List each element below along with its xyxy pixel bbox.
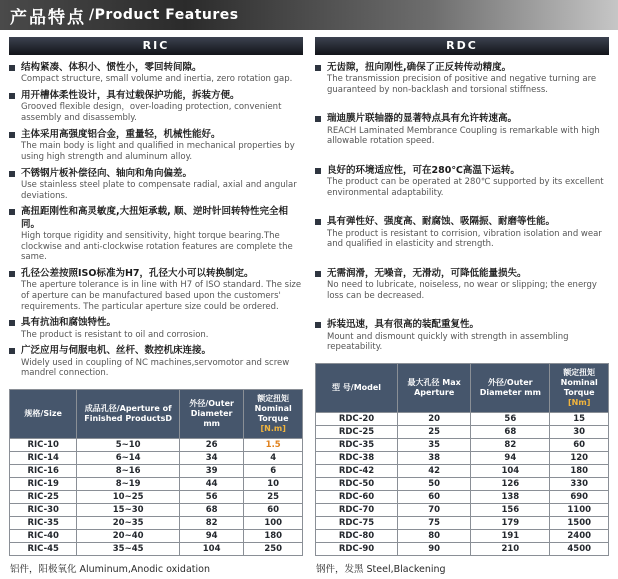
table-cell: 94 [471, 452, 550, 465]
feature-text-en: REACH Laminated Membrance Coupling is remarkable with high allowable rotation speed. [327, 125, 600, 147]
table-cell: RIC-45 [10, 543, 77, 556]
rdc-section-header: RDC [315, 37, 609, 55]
feature-text-en: The main body is light and qualified in mechanical properties by using high strength and aluminum alloy. [21, 141, 295, 162]
table-cell: 156 [471, 504, 550, 517]
bullet-square-icon [9, 93, 15, 99]
table-cell: 20 [398, 413, 471, 426]
feature-text [21, 268, 303, 312]
table-cell: 690 [550, 491, 609, 504]
table-cell: 8~16 [77, 465, 180, 478]
column-header-unit: [Nm] [568, 398, 591, 407]
table-cell: RIC-35 [10, 517, 77, 530]
rdc-table-row [316, 530, 609, 543]
table-cell: 5~10 [77, 439, 180, 452]
table-cell: 250 [244, 543, 303, 556]
feature-text-en: The product is resistant to oil and corrosion. [21, 329, 209, 340]
ric-section [9, 37, 303, 575]
bullet-square-icon [9, 271, 15, 277]
column-header-label: 型 号/Model [331, 383, 382, 392]
table-cell: 26 [179, 439, 243, 452]
column-header-label: 外径/Outer Diameter mm [189, 399, 234, 428]
table-cell: RDC-70 [316, 504, 398, 517]
table-cell: 120 [550, 452, 609, 465]
page-title-cn: 产品特点 [10, 7, 86, 28]
rdc-feature-item [315, 113, 609, 147]
feature-text-cn: 具有弹性好、强度高、耐腐蚀、吸隔振、耐磨等性能。 [327, 216, 556, 228]
rdc-feature-item [315, 62, 609, 96]
rdc-table-row [316, 504, 609, 517]
rdc-spec-table [315, 363, 609, 556]
column-header-label: 额定扭矩 Nominal Torque [254, 394, 292, 423]
feature-text [21, 168, 303, 202]
ric-table-row [10, 491, 303, 504]
table-cell: 20~35 [77, 517, 180, 530]
column-header-label: 额定扭矩 Nominal Torque [560, 368, 598, 397]
table-cell: RIC-40 [10, 530, 77, 543]
table-cell: 1500 [550, 517, 609, 530]
rdc-table-row [316, 439, 609, 452]
table-cell: RIC-30 [10, 504, 77, 517]
ric-table-row [10, 465, 303, 478]
table-cell: 8~19 [77, 478, 180, 491]
page-title-en: /Product Features [89, 7, 239, 23]
ric-table-body [10, 439, 303, 556]
ric-table-row [10, 504, 303, 517]
ric-section-header: RIC [9, 37, 303, 55]
ric-feature-item [9, 268, 303, 312]
rdc-table-row [316, 426, 609, 439]
table-cell: 56 [179, 491, 243, 504]
feature-text-cn: 孔径公差按照ISO标准为H7，孔径大小可以转换制定。 [21, 267, 254, 279]
table-cell: 1.5 [244, 439, 303, 452]
ric-feature-item [9, 206, 303, 263]
feature-text-cn: 瑞迪膜片联轴器的显著特点具有允许转速高。 [327, 113, 518, 125]
table-cell: RIC-16 [10, 465, 77, 478]
ric-feature-item [9, 317, 303, 340]
table-cell: RDC-90 [316, 543, 398, 556]
table-cell: 15 [550, 413, 609, 426]
feature-text [21, 129, 303, 163]
ric-spec-table [9, 389, 303, 556]
bullet-square-icon [9, 320, 15, 326]
ric-column-header [77, 390, 180, 439]
table-cell: 82 [471, 439, 550, 452]
bullet-square-icon [315, 219, 321, 225]
table-cell: RDC-35 [316, 439, 398, 452]
table-cell: RDC-80 [316, 530, 398, 543]
bullet-square-icon [315, 65, 321, 71]
feature-text [327, 216, 609, 250]
table-cell: 82 [179, 517, 243, 530]
ric-table-row [10, 517, 303, 530]
table-cell: 60 [550, 439, 609, 452]
column-header-unit: [N.m] [260, 424, 286, 433]
table-cell: 15~30 [77, 504, 180, 517]
table-cell: 180 [550, 465, 609, 478]
table-cell: 35~45 [77, 543, 180, 556]
feature-text-en: Mount and dismount quickly with strength in assembling repeatability. [327, 331, 569, 353]
ric-table-row [10, 439, 303, 452]
table-cell: 180 [244, 530, 303, 543]
table-cell: 4 [244, 452, 303, 465]
table-cell: RDC-75 [316, 517, 398, 530]
table-cell: 75 [398, 517, 471, 530]
table-cell: 68 [179, 504, 243, 517]
ric-table-row [10, 530, 303, 543]
table-cell: 70 [398, 504, 471, 517]
rdc-table-row [316, 491, 609, 504]
feature-text-en: Use stainless steel plate to compensate radial, axial and angular deviations. [21, 179, 297, 201]
table-cell: 210 [471, 543, 550, 556]
bullet-square-icon [315, 116, 321, 122]
rdc-column-header [316, 364, 398, 413]
feature-text-en: No need to lubricate, noiseless, no wear or slipping; the energy loss can be decreased. [327, 280, 597, 301]
table-cell: 38 [398, 452, 471, 465]
rdc-section [315, 37, 609, 575]
rdc-table-row [316, 413, 609, 426]
rdc-column-header [550, 364, 609, 413]
table-cell: 2400 [550, 530, 609, 543]
table-cell: 42 [398, 465, 471, 478]
feature-text [21, 62, 292, 85]
ric-feature-item [9, 345, 303, 379]
feature-text [327, 113, 609, 147]
rdc-feature-item [315, 319, 609, 353]
table-cell: 191 [471, 530, 550, 543]
table-cell: RDC-60 [316, 491, 398, 504]
table-cell: 4500 [550, 543, 609, 556]
table-cell: 90 [398, 543, 471, 556]
ric-feature-item [9, 90, 303, 124]
bullet-square-icon [315, 168, 321, 174]
table-cell: 6~14 [77, 452, 180, 465]
feature-text-cn: 主体采用高强度铝合金，重量轻，机械性能好。 [21, 128, 221, 140]
table-cell: 60 [244, 504, 303, 517]
feature-text [327, 62, 609, 96]
table-cell: 56 [471, 413, 550, 426]
table-cell: 68 [471, 426, 550, 439]
table-cell: 10~25 [77, 491, 180, 504]
table-cell: 100 [244, 517, 303, 530]
table-cell: 126 [471, 478, 550, 491]
feature-text [21, 317, 208, 340]
feature-text [327, 319, 609, 353]
table-cell: 179 [471, 517, 550, 530]
feature-text-cn: 无需润滑，无噪音，无滑动，可降低能量损失。 [327, 267, 527, 279]
feature-text-cn: 拆装迅速，具有很高的装配重复性。 [327, 319, 480, 331]
rdc-material-footnote: 钢件，发黑 Steel,Blackening [316, 564, 446, 575]
rdc-table-row [316, 452, 609, 465]
ric-column-header [179, 390, 243, 439]
rdc-table-header-row [316, 364, 609, 413]
column-header-label: 最大孔径 Max Aperture [407, 378, 461, 397]
table-cell: 60 [398, 491, 471, 504]
table-cell: RIC-14 [10, 452, 77, 465]
ric-feature-item [9, 168, 303, 202]
feature-text [21, 90, 303, 124]
feature-text-en: Compact structure, small volume and inertia, zero rotation gap. [21, 74, 293, 85]
two-column-layout [0, 30, 618, 579]
rdc-feature-list [315, 62, 609, 363]
rdc-table-row [316, 517, 609, 530]
table-cell: 6 [244, 465, 303, 478]
rdc-column-header [471, 364, 550, 413]
table-cell: RIC-19 [10, 478, 77, 491]
rdc-table-row [316, 543, 609, 556]
feature-text-en: The transmission precision of positive and negative turning are guaranteed by non-backlash and torsional stiffness. [327, 74, 597, 95]
table-cell: 104 [179, 543, 243, 556]
table-cell: RIC-25 [10, 491, 77, 504]
feature-text-en: Grooved flexible design，over-loading protection, convenient assembly and disassembly. [21, 102, 282, 124]
feature-text-cn: 不锈钢片板补偿径向、轴向和角向偏差。 [21, 167, 193, 179]
ric-feature-item [9, 129, 303, 163]
table-cell: 330 [550, 478, 609, 491]
ric-table-row [10, 543, 303, 556]
bullet-square-icon [9, 65, 15, 71]
table-cell: 35 [398, 439, 471, 452]
table-cell: 25 [398, 426, 471, 439]
bullet-square-icon [315, 271, 321, 277]
bullet-square-icon [9, 209, 15, 215]
feature-text-cn: 具有抗油和腐蚀特性。 [21, 317, 117, 329]
table-cell: 104 [471, 465, 550, 478]
feature-text-cn: 结构紧凑、体积小、惯性小，零回转间隙。 [21, 62, 202, 73]
rdc-feature-item [315, 268, 609, 302]
feature-text-en: The product can be operated at 280℃ supported by its excellent environmental adaptability. [327, 177, 604, 198]
table-cell: 34 [179, 452, 243, 465]
ric-column-header [244, 390, 303, 439]
table-cell: 39 [179, 465, 243, 478]
ric-table-header-row [10, 390, 303, 439]
table-cell: 50 [398, 478, 471, 491]
table-cell: 44 [179, 478, 243, 491]
table-cell: RDC-42 [316, 465, 398, 478]
feature-text-cn: 用开槽体柔性设计，具有过载保护功能，拆装方便。 [21, 90, 240, 102]
table-cell: RDC-50 [316, 478, 398, 491]
feature-text [327, 165, 609, 199]
table-cell: 10 [244, 478, 303, 491]
bullet-square-icon [9, 348, 15, 354]
column-header-label: 规格/Size [24, 409, 62, 418]
table-cell: 25 [244, 491, 303, 504]
table-cell: RDC-38 [316, 452, 398, 465]
bullet-square-icon [9, 171, 15, 177]
table-cell: 1100 [550, 504, 609, 517]
column-header-label: 成品孔径/Aperture of Finished ProductsD [84, 404, 173, 423]
feature-text [327, 268, 609, 302]
ric-table-row [10, 478, 303, 491]
feature-text-cn: 良好的环境适应性，可在280℃高温下运转。 [327, 164, 520, 176]
rdc-table-body [316, 413, 609, 556]
table-cell: RIC-10 [10, 439, 77, 452]
bullet-square-icon [315, 322, 321, 328]
feature-text-cn: 广泛应用与伺服电机、丝杆、数控机床连接。 [21, 345, 212, 357]
feature-text-en: The product is resistant to corrision, vibration isolation and wear and qualified in elasticity and strength. [327, 228, 602, 250]
feature-text-en: Widely used in coupling of NC machines,servomotor and screw mandrel connection. [21, 357, 290, 379]
column-header-label: 外径/Outer Diameter mm [479, 378, 541, 397]
rdc-column-header [398, 364, 471, 413]
table-cell: 138 [471, 491, 550, 504]
ric-feature-item [9, 62, 303, 85]
feature-text-en: The aperture tolerance is in line with H7 of ISO standard. The size of aperture can be manufactured based upon the customers' requirements. The particular aperture size could be ordered. [21, 280, 302, 312]
feature-text [21, 345, 303, 379]
table-cell: 94 [179, 530, 243, 543]
ric-column-header [10, 390, 77, 439]
rdc-table-row [316, 478, 609, 491]
page-header-banner [0, 0, 618, 30]
feature-text [21, 206, 303, 263]
table-cell: RDC-20 [316, 413, 398, 426]
table-cell: 80 [398, 530, 471, 543]
feature-text-cn: 无齿隙，扭向刚性,确保了正反转传动精度。 [327, 62, 512, 73]
table-cell: 20~40 [77, 530, 180, 543]
rdc-table-row [316, 465, 609, 478]
feature-text-en: High torque rigidity and sensitivity, hight torque bearing.The clockwise and anti-clockwise rotation features are complete the same. [21, 230, 293, 263]
ric-table-row [10, 452, 303, 465]
rdc-feature-item [315, 165, 609, 199]
table-cell: RDC-25 [316, 426, 398, 439]
table-cell: 30 [550, 426, 609, 439]
bullet-square-icon [9, 132, 15, 138]
ric-material-footnote: 铝件，阳极氧化 Aluminum,Anodic oxidation [10, 564, 210, 575]
feature-text-cn: 高扭距刚性和高灵敏度,大扭矩承载, 顺、逆时针回转特性完全相同。 [21, 206, 289, 230]
rdc-feature-item [315, 216, 609, 250]
ric-feature-list [9, 62, 303, 389]
